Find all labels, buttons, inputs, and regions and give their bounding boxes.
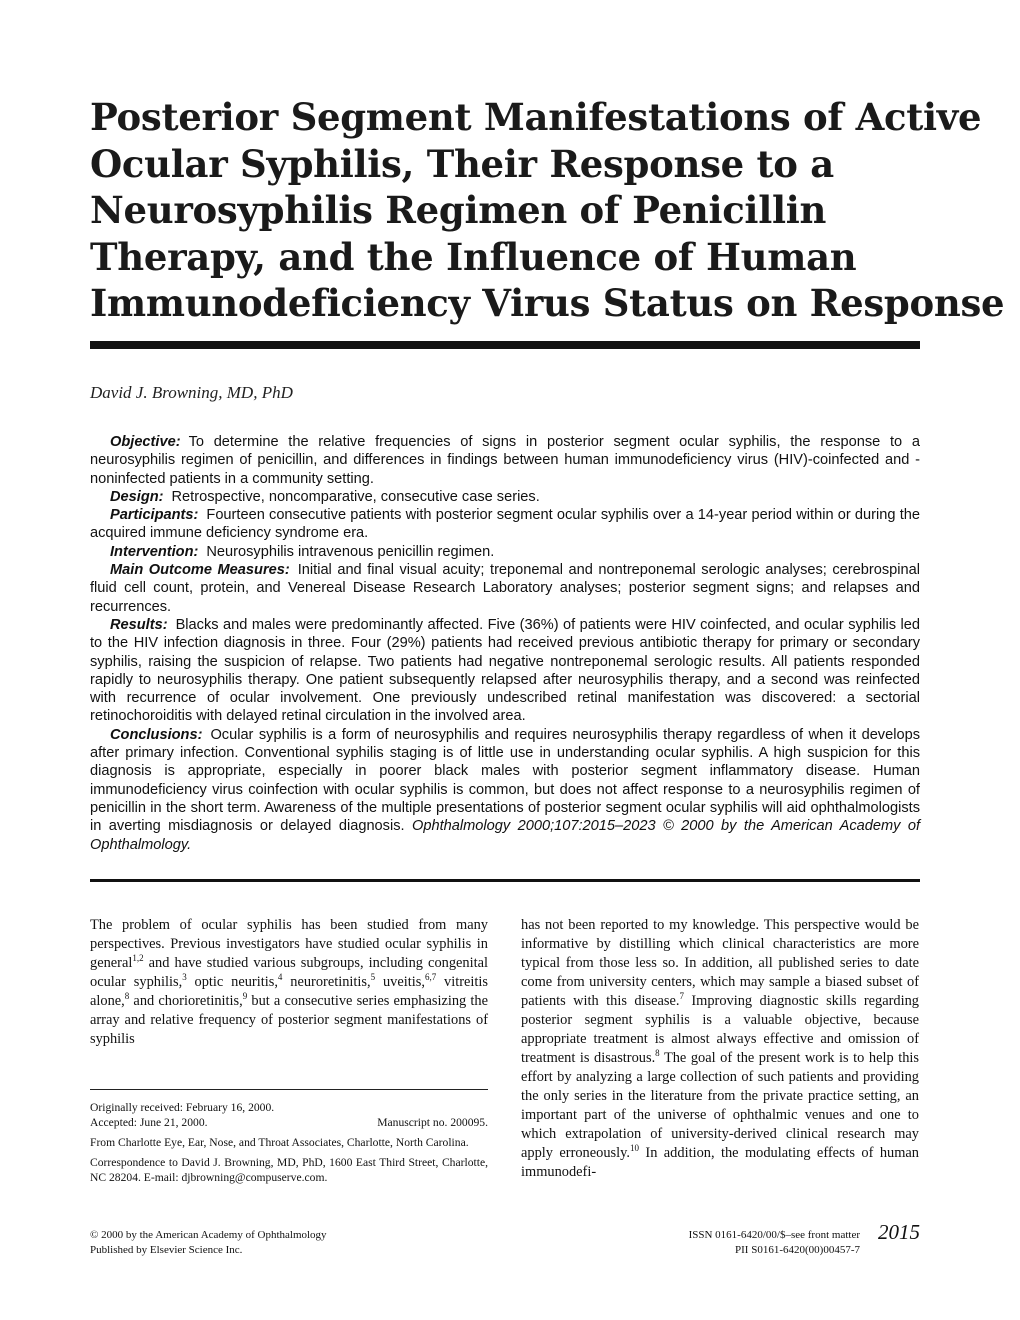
citation-ref: 6,7	[424, 972, 437, 983]
body-text: and chorioretinitis,	[129, 993, 243, 1009]
abstract-results	[90, 616, 920, 726]
body-column-left	[90, 916, 488, 1049]
footnote-manuscript: Manuscript no. 200095.	[377, 1116, 488, 1129]
abstract-label: Intervention:	[110, 543, 199, 560]
footnote-received: Originally received: February 16, 2000.	[90, 1101, 275, 1114]
footnote-accepted-row	[90, 1115, 488, 1130]
abstract-label: Objective:	[110, 434, 181, 450]
abstract-label: Main Outcome Measures:	[110, 562, 290, 579]
page-number: 2015	[878, 1220, 920, 1244]
citation-ref: 8	[655, 1048, 660, 1059]
title-line: Neurosyphilis Regimen of Penicillin	[90, 188, 827, 232]
footnote-correspondence: Correspondence to David J. Browning, MD, PhD, 1600 East Third Street, Charlotte, NC 28204. E-mail: djbrowning@compuserve.com.	[90, 1156, 488, 1184]
abstract-participants	[90, 506, 920, 543]
body-paragraph	[90, 916, 488, 1049]
body-text: neuroretinitis,	[282, 974, 371, 990]
abstract-text: Initial and final visual acuity; treponemal and nontreponemal serologic analyses; cerebrospinal fluid cell count, protein, and Venereal Disease Research Laboratory analyses; posterior segment signs; and relapses and recurrences.	[90, 562, 920, 615]
abstract-objective	[90, 433, 920, 488]
journal-citation: Ophthalmology 2000;107:2015–2023 © 2000 by the American Academy of Ophthalmology.	[90, 818, 921, 853]
abstract-label: Results:	[110, 616, 168, 633]
title-line: Posterior Segment Manifestations of Active	[90, 95, 982, 139]
title-line: Ocular Syphilis, Their Response to a	[90, 141, 834, 186]
body-text: but a consecutive series emphasizing the array and relative frequency of posterior segment manifestations of syphilis	[90, 993, 488, 1047]
abstract-conclusions	[90, 726, 920, 854]
abstract-outcome-measures	[90, 561, 920, 616]
body-text: vitreitis alone,	[90, 974, 488, 1009]
body-text: Improving diagnostic skills regarding posterior segment syphilis is a valuable objective, because appropriate treatment is almost always effective and omission of treatment is disastrous.	[521, 993, 919, 1066]
title-line: Therapy, and the Influence of Human	[90, 234, 857, 279]
abstract-design	[90, 488, 920, 506]
abstract-text: Ocular syphilis is a form of neurosyphilis and requires neurosyphilis therapy regardless of when it develops after primary infection. Conventional syphilis staging is of little use in understanding ocular syphilis. A high suspicion for this diagnosis is appropriate, especially in poorer black males with posterior segment inflammatory disease. Human immunodeficiency virus coinfection with ocular syphilis is common, but does not affect response to a neurosyphilis regimen of penicillin in the short term. Awareness of the multiple presentations of posterior segment ocular syphilis will aid ophthalmologists in averting misdiagnosis or delayed diagnosis.	[90, 726, 920, 835]
body-text: uveitis,	[375, 974, 425, 990]
body-text: and have studied various subgroups, including congenital ocular syphilis,	[90, 955, 488, 990]
footnote-divider	[90, 1089, 488, 1090]
body-paragraph	[521, 916, 919, 1182]
abstract-label: Participants:	[110, 507, 199, 524]
author-byline: David J. Browning, MD, PhD	[90, 383, 293, 402]
footer-left	[90, 1228, 327, 1258]
citation-ref: 5	[370, 972, 376, 983]
footer-identifiers	[600, 1228, 860, 1258]
footer-copyright: © 2000 by the American Academy of Ophthalmology	[90, 1229, 327, 1241]
footer-issn: ISSN 0161-6420/00/$–see front matter	[688, 1229, 860, 1241]
abstract-divider	[90, 879, 920, 882]
citation-ref: 4	[277, 972, 283, 983]
abstract-text: Blacks and males were predominantly affected. Five (36%) of patients were HIV coinfected, and ocular syphilis led to the HIV infection diagnosis in three. Four (29%) patients had received previous antibiotic therapy for primary or secondary syphilis, raising the suspicion of relapse. Two patients had negative nontreponemal serologic results. All patients responded rapidly to neurosyphilis therapy. One patient subsequently relapsed after neurosyphilis therapy, and a second was reinfected with recurrence of ocular involvement. One previously undescribed retinal manifestation was discovered: a sectorial retinochoroiditis with delayed retinal circulation in the involved area.	[90, 616, 920, 725]
article-title	[90, 94, 1005, 327]
body-text: optic neuritis,	[186, 974, 278, 990]
footer-pii: PII S0161-6420(00)00457-7	[735, 1244, 860, 1256]
abstract-intervention	[90, 543, 920, 561]
title-line: Immunodeficiency Virus Status on Response	[90, 281, 1005, 325]
abstract-text: To determine the relative frequencies of signs in posterior segment ocular syphilis, the response to a neurosyphilis regimen of penicillin, and differences in findings between human immunodeficiency virus (HIV)-coinfected and -noninfected patients in a community setting.	[90, 434, 920, 487]
body-text: The problem of ocular syphilis has been studied from many perspectives. Previous investigators have studied ocular syphilis in general	[90, 917, 488, 971]
body-text: In addition, the modulating effects of human immunodefi-	[521, 1145, 919, 1180]
body-column-right	[521, 916, 919, 1182]
abstract-text: Fourteen consecutive patients with posterior segment ocular syphilis over a 14-year period within or during the acquired immune deficiency syndrome era.	[90, 507, 920, 542]
body-text: The goal of the present work is to help this effort by analyzing a large collection of such patients and providing the only series in the literature from the private practice setting, an important part of the universe of ophthalmic venues and one to which extrapolation of university-derived clinical research may apply erroneously.	[521, 1050, 919, 1161]
footnotes	[90, 1100, 488, 1190]
citation-ref: 7	[679, 991, 684, 1002]
citation-ref: 1,2	[132, 953, 144, 964]
abstract-text: Neurosyphilis intravenous penicillin regimen.	[206, 543, 495, 560]
abstract-label: Conclusions:	[110, 726, 203, 743]
abstract	[90, 433, 920, 854]
abstract-label: Design:	[110, 488, 164, 505]
footer-publisher: Published by Elsevier Science Inc.	[90, 1244, 243, 1256]
citation-ref: 9	[242, 991, 248, 1002]
footnote-accepted: Accepted: June 21, 2000.	[90, 1116, 208, 1129]
citation-ref: 8	[124, 991, 130, 1002]
citation-ref: 10	[629, 1143, 639, 1154]
title-divider	[90, 341, 920, 349]
abstract-text: Retrospective, noncomparative, consecutive case series.	[171, 488, 540, 505]
body-text: has not been reported to my knowledge. This perspective would be informative by distilling which clinical characteristics are more typical from those less so. In addition, all published series to date come from university centers, which may sample a biased subset of patients with this disease.	[521, 917, 919, 1009]
footnote-affiliation: From Charlotte Eye, Ear, Nose, and Throat Associates, Charlotte, North Carolina.	[90, 1136, 469, 1149]
citation-ref: 3	[182, 972, 187, 983]
